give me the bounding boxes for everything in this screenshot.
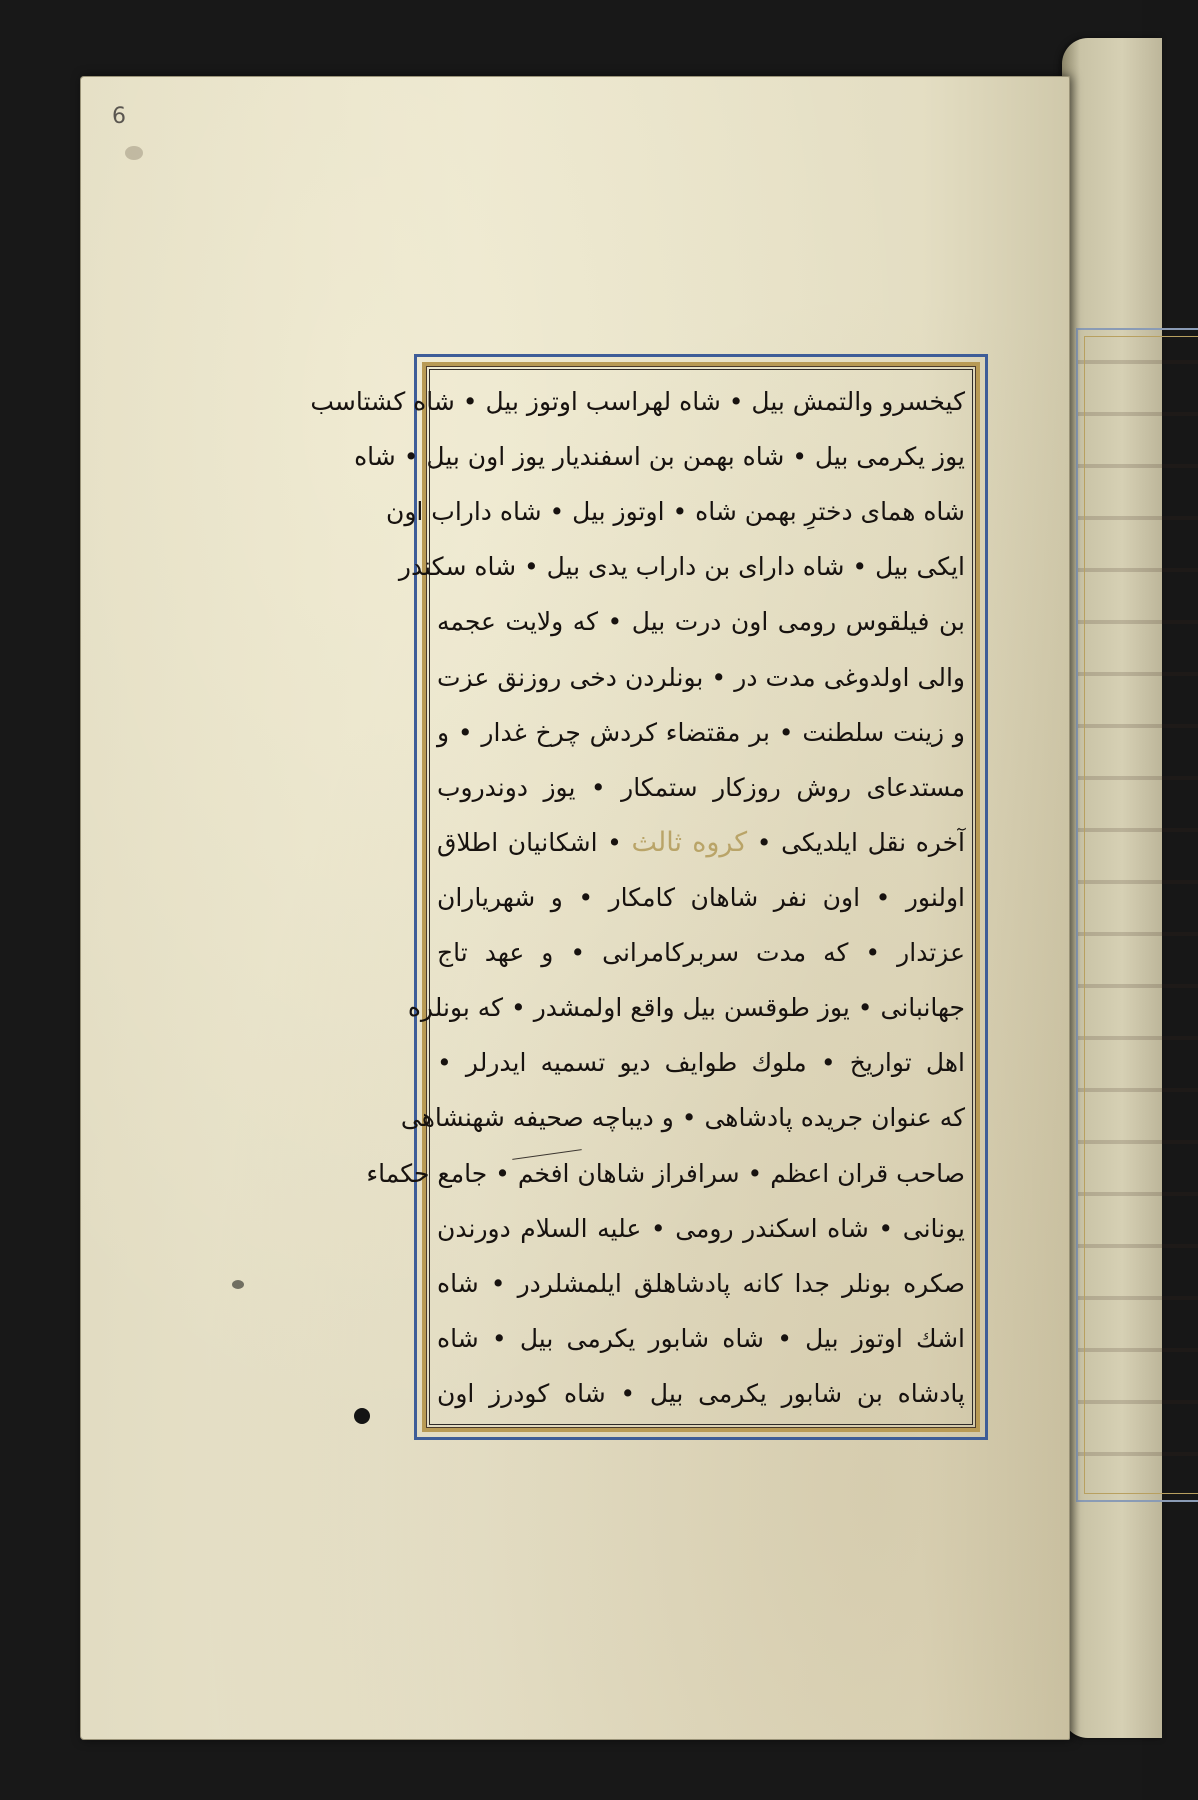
rubric-heading: كروه ثالث bbox=[631, 826, 748, 858]
text-line: جهانبانى • يوز طوقسن بيل واقع اولمشدر • كه بونلره bbox=[407, 993, 965, 1023]
text-line: بن فيلقوس رومى اون درت بيل • كه ولايت عجمه bbox=[437, 607, 965, 637]
text-line: صاحب قران اعظم • سرافراز شاهان افخم • جامع حكماء bbox=[366, 1158, 965, 1188]
text-line: كه عنوان جريده پادشاهى • و ديباچه صحيفه شهنشاهى bbox=[400, 1103, 965, 1133]
text-line: كيخسرو والتمش بيل • شاه لهراسب اوتوز بيل • شاه كشتاسب bbox=[310, 387, 965, 416]
paper-stain bbox=[125, 146, 143, 160]
text-line: اشك اوتوز بيل • شاه شابور يكرمى بيل • شاه bbox=[437, 1323, 965, 1353]
text-block bbox=[310, 377, 965, 1419]
text-line: پادشاه بن شابور يكرمى بيل • شاه كودرز اون bbox=[437, 1378, 965, 1408]
text-line: عزتدار • كه مدت سربركامرانى • و عهد تاج bbox=[437, 938, 965, 968]
text-line-with-rubric: آخره نقل ايلديكى • كروه ثالث • اشكانيان اطلاق bbox=[437, 826, 965, 858]
text-line: شاه هماى دخترِ بهمن شاه • اوتوز بيل • شاه داراب اون bbox=[385, 497, 965, 527]
text-line: والى اولدوغى مدت در • بونلردن دخى روزنق عزت bbox=[437, 662, 965, 692]
text-line: صكره بونلر جدا كانه پادشاهلق ايلمشلردر • شاه bbox=[437, 1268, 965, 1298]
text-line: يوز يكرمى بيل • شاه بهمن بن اسفنديار يوز اون بيل • شاه bbox=[354, 442, 965, 472]
folio-number: 6 bbox=[112, 104, 126, 129]
text-block-frame bbox=[310, 354, 988, 1440]
next-leaf-edge bbox=[1062, 38, 1162, 1738]
text-line: و زينت سلطنت • بر مقتضاء كردش چرخ غدار • و bbox=[437, 717, 965, 747]
text-line: يونانى • شاه اسكندر رومى • عليه السلام دورندن bbox=[437, 1213, 965, 1243]
manuscript-page bbox=[80, 76, 1070, 1740]
ink-stain bbox=[232, 1280, 244, 1289]
text-line: مستدعاى روش روزكار ستمكار • يوز دوندروب bbox=[437, 772, 965, 802]
text-line: اهل تواريخ • ملوك طوايف ديو تسميه ايدرلر • bbox=[437, 1048, 965, 1078]
ink-dot bbox=[354, 1408, 370, 1424]
text-line: اولنور • اون نفر شاهان كامكار • و شهرياران bbox=[437, 882, 965, 912]
next-leaf-text-block bbox=[1076, 328, 1198, 1502]
text-line: ايكى بيل • شاه داراى بن داراب يدى بيل • شاه سكندر bbox=[398, 552, 965, 582]
